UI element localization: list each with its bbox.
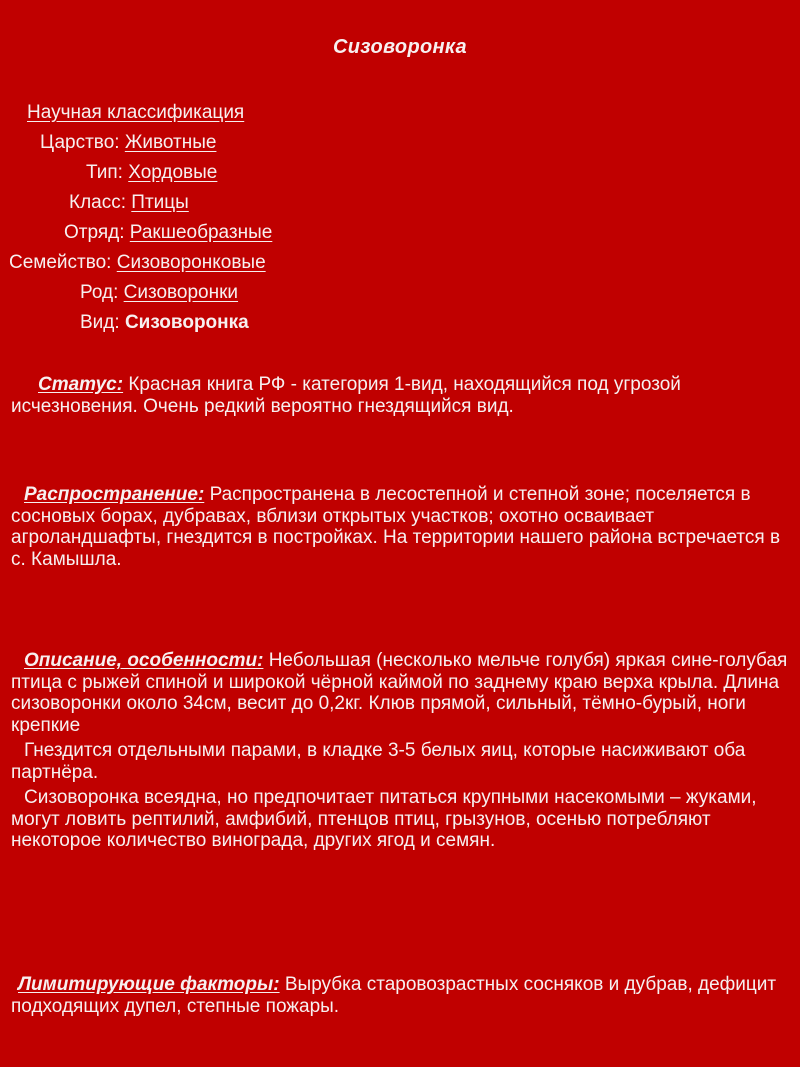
classification-heading[interactable] bbox=[27, 98, 244, 128]
classification-row-phylum bbox=[86, 158, 217, 188]
distribution-text: Распространена в лесостепной и степной зоне; поселяется в сосновых борах, дубравах, вблизи открытых участков; охотно осваивает агроландшафты, гнездится в постройках. На территории нашего района встречается в с. Камышла. bbox=[11, 484, 781, 570]
row-value-link[interactable]: Сизоворонковые bbox=[116, 252, 266, 273]
distribution-section bbox=[11, 484, 791, 570]
limiting-text: Вырубка старовозрастных сосняков и дубрав, дефицит подходящих дупел, степные пожары. bbox=[11, 974, 777, 1017]
row-label: Отряд: bbox=[64, 222, 125, 243]
row-value-link[interactable]: Хордовые bbox=[128, 162, 218, 183]
classification-row-order bbox=[64, 218, 272, 248]
classification-row-genus bbox=[80, 278, 238, 308]
distribution-heading: Распространение: bbox=[24, 484, 205, 505]
status-text: Красная книга РФ - категория 1-вид, находящийся под угрозой исчезновения. Очень редкий вероятно гнездящийся вид. bbox=[11, 374, 681, 417]
status-heading: Статус: bbox=[38, 374, 124, 395]
row-value: Сизоворонка bbox=[124, 312, 249, 333]
classification-row-family bbox=[9, 248, 266, 278]
description-section bbox=[11, 650, 791, 852]
row-label: Вид: bbox=[80, 312, 120, 333]
classification-heading-link[interactable]: Научная классификация bbox=[27, 102, 245, 123]
row-value-link[interactable]: Сизоворонки bbox=[123, 282, 239, 303]
diet-text: Сизоворонка всеядна, но предпочитает питаться крупными насекомыми – жуками, могут ловить рептилий, амфибий, птенцов птиц, грызунов, осенью потребляют некоторое количество винограда, других ягод и семян. bbox=[11, 787, 757, 851]
row-label: Класс: bbox=[69, 192, 126, 213]
classification-row-class bbox=[69, 188, 189, 218]
description-text: Небольшая (несколько мельче голубя) яркая сине-голубая птица с рыжей спиной и широкой чёрной каймой по заднему краю верха крыла. Длина сизоворонки около 34см, весит до 0,2кг. Клюв прямой, сильный, тёмно-бурый, ноги крепкие bbox=[11, 650, 788, 736]
classification-row-species bbox=[80, 308, 249, 338]
status-section bbox=[11, 374, 791, 417]
row-value-link[interactable]: Птицы bbox=[131, 192, 189, 213]
limiting-heading: Лимитирующие факторы: bbox=[18, 974, 280, 995]
row-label: Царство: bbox=[40, 132, 120, 153]
row-label: Род: bbox=[80, 282, 119, 303]
row-value-link[interactable]: Ракшеобразные bbox=[129, 222, 273, 243]
limiting-section bbox=[11, 974, 791, 1017]
page-title: Сизоворонка bbox=[333, 36, 467, 58]
row-label: Тип: bbox=[86, 162, 123, 183]
classification-row-kingdom bbox=[40, 128, 216, 158]
row-value-link[interactable]: Животные bbox=[124, 132, 217, 153]
nesting-text: Гнездится отдельными парами, в кладке 3-5 белых яиц, которые насиживают оба партнёра. bbox=[11, 740, 746, 783]
description-heading: Описание, особенности: bbox=[24, 650, 264, 671]
row-label: Семейство: bbox=[9, 252, 112, 273]
